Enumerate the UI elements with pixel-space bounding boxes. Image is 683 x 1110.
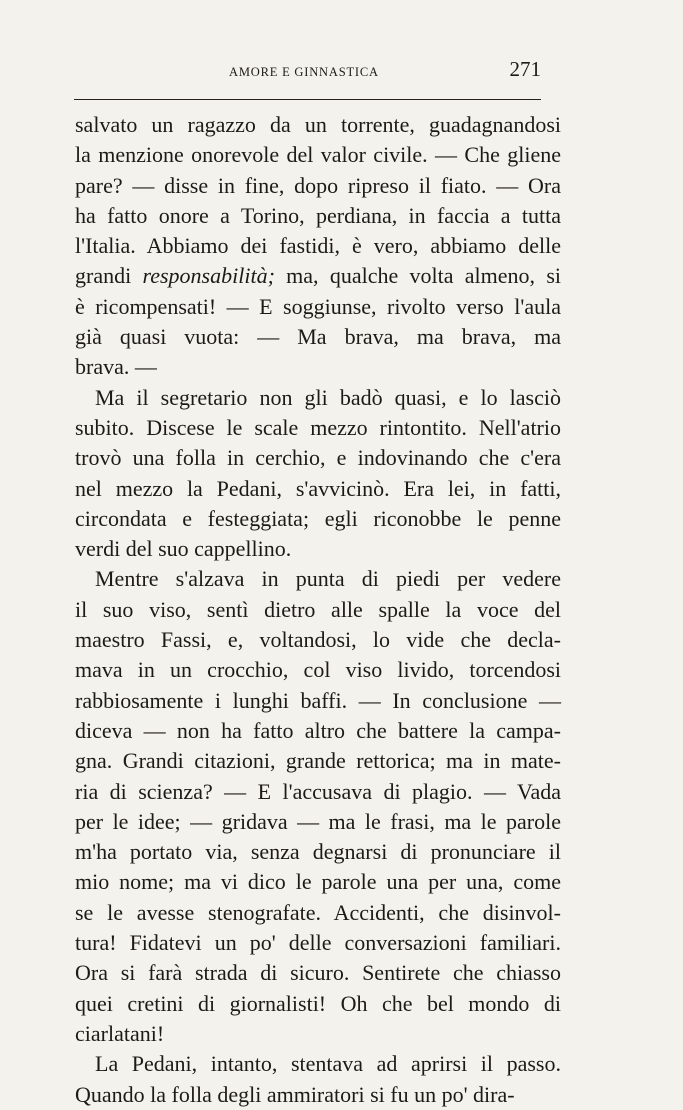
text-line: se le avesse stenografate. Accidenti, che disinvol- — [75, 899, 561, 925]
text-line: circondata e festeggiata; egli riconobbe le penne — [75, 505, 561, 531]
text-line: ria di scienza? — E l'accusava di plagio. — Vada — [75, 778, 561, 804]
text-line: pare? — disse in fine, dopo ripreso il fiato. — Ora — [75, 172, 561, 198]
text-line: Quando la folla degli ammiratori si fu un po' dira- — [75, 1081, 515, 1107]
text-line: mava in un crocchio, col viso livido, torcendosi — [75, 657, 561, 683]
page-header — [75, 56, 545, 86]
text-line: ha fatto onore a Torino, perdiana, in faccia a tutta — [75, 202, 561, 228]
header-rule — [74, 99, 541, 100]
paragraph — [75, 564, 561, 1049]
text-line: il suo viso, sentì dietro alle spalle la voce del — [75, 596, 561, 622]
running-head: AMORE E GINNASTICA — [229, 65, 379, 79]
body-text — [75, 110, 561, 1110]
text-line: gna. Grandi citazioni, grande rettorica; ma in mate- — [75, 748, 561, 774]
text-line: trovò una folla in cerchio, e indovinando che c'era — [75, 445, 561, 471]
text-line: subito. Discese le scale mezzo rintontito. Nell'atrio — [75, 414, 561, 440]
paragraph — [75, 383, 561, 565]
text-line: verdi del suo cappellino. — [75, 536, 292, 562]
text-line: diceva — non ha fatto altro che battere la campa- — [75, 717, 561, 743]
text-line: La Pedani, intanto, stentava ad aprirsi il passo. — [95, 1051, 561, 1077]
paragraph — [75, 1049, 561, 1110]
text-line: Mentre s'alzava in punta di piedi per vedere — [95, 566, 561, 592]
text-line: maestro Fassi, e, voltandosi, lo vide che decla- — [75, 627, 561, 653]
page-number: 271 — [509, 57, 541, 81]
text-line: Ma il segretario non gli badò quasi, e lo lasciò — [95, 384, 561, 410]
text-line: salvato un ragazzo da un torrente, guadagnandosi — [75, 112, 561, 137]
text-line: quei cretini di giornalisti! Oh che bel mondo di — [75, 990, 561, 1016]
text-line: rabbiosamente i lunghi baffi. — In conclusione — — [75, 687, 561, 713]
text-line: già quasi vuota: — Ma brava, ma brava, ma — [75, 324, 561, 350]
text-line: mio nome; ma vi dico le parole una per una, come — [75, 869, 561, 895]
paragraph — [75, 110, 561, 383]
text-line: brava. — — [75, 354, 157, 380]
text-line: nel mezzo la Pedani, s'avvicinò. Era lei, in fatti, — [75, 475, 561, 501]
text-line: la menzione onorevole del valor civile. — Che gliene — [75, 142, 561, 168]
text-line: l'Italia. Abbiamo dei fastidi, è vero, abbiamo delle — [75, 233, 561, 259]
text-line: grandi responsabilità; ma, qualche volta almeno, si — [75, 263, 561, 289]
text-line: è ricompensati! — E soggiunse, rivolto verso l'aula — [75, 293, 561, 319]
italic-word: responsabilità; — [142, 263, 275, 289]
text-line: per le idee; — gridava — ma le frasi, ma le parole — [75, 808, 561, 834]
text-line: m'ha portato via, senza degnarsi di pronunciare il — [75, 839, 561, 865]
text-line: ciarlatani! — [75, 1020, 165, 1046]
text-line: Ora si farà strada di sicuro. Sentirete che chiasso — [75, 960, 561, 986]
text-line: tura! Fidatevi un po' delle conversazioni familiari. — [75, 930, 561, 956]
